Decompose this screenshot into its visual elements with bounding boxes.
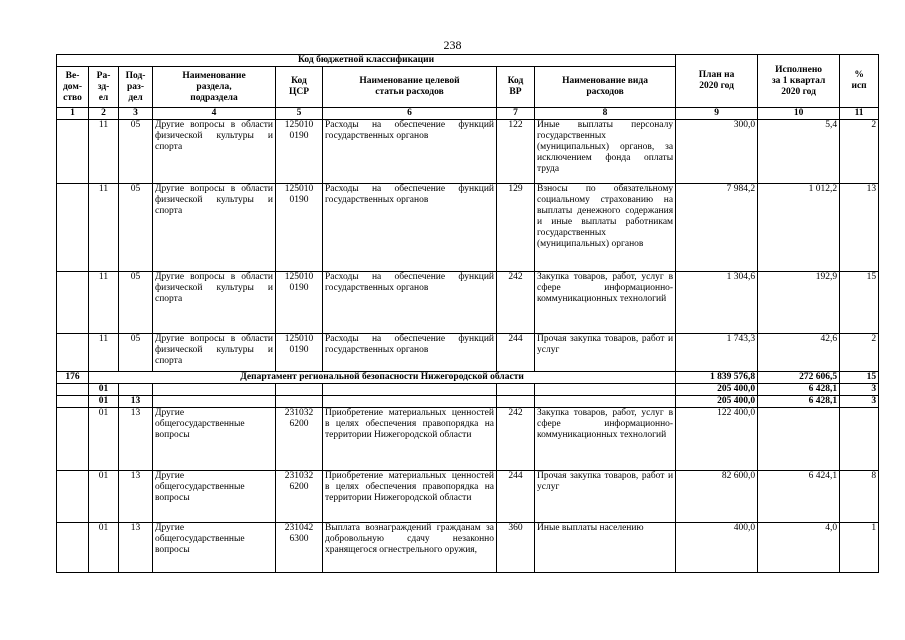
table-row: 01 13 Другие общегосударственные вопросы 231032 6200 Приобретение материальных ценностей в целях обеспечения правопорядка на территории Нижегородской области 244 Прочая закупка товаров, работ и услуг 82 600,0 6 424,1 8 xyxy=(57,471,879,523)
table-row: 11 05 Другие вопросы в области физической культуры и спорта 125010 0190 Расходы на обеспечение функций государственных органов 242 Закупка товаров, работ, услуг в сфере информационно-коммуникационных технологий 1 304,6 192,9 15 xyxy=(57,272,879,334)
plan-header: План на 2020 год xyxy=(676,55,758,108)
table-row: 11 05 Другие вопросы в области физической культуры и спорта 125010 0190 Расходы на обеспечение функций государственных органов 122 Иные выплаты персоналу государственных (муниципальных) органов, за исключением фонда оплаты труда 300,0 5,4 2 xyxy=(57,120,879,184)
table-row: 01 13 Другие общегосударственные вопросы 231032 6200 Приобретение материальных ценностей в целях обеспечения правопорядка на территории Нижегородской области 242 Закупка товаров, работ, услуг в сфере информационно-коммуникационных технологий 122 400,0 xyxy=(57,408,879,471)
target-name-header: Наименование целевой статьи расходов xyxy=(323,67,497,108)
page-number: 238 xyxy=(443,38,462,52)
razdel-name-header: Наименование раздела, подраздела xyxy=(153,67,276,108)
vedomstvo-header: Ве- дом- ство xyxy=(57,67,89,108)
department-title: Департамент региональной безопасности Нижегородской области xyxy=(89,372,676,384)
budget-classification-header: Код бюджетной классификации xyxy=(57,55,676,67)
vr-name-header: Наименование вида расходов xyxy=(535,67,676,108)
column-number-row: 1 2 3 4 5 6 7 8 9 10 11 xyxy=(57,108,879,120)
razdel-header: Ра- зд- ел xyxy=(89,67,119,108)
razdel-total-row: 01 205 400,0 6 428,1 3 xyxy=(57,384,879,396)
vr-header: Код ВР xyxy=(497,67,535,108)
department-row: 176 Департамент региональной безопасности Нижегородской области 1 839 576,8 272 606,5 15 xyxy=(57,372,879,384)
percent-header: % исп xyxy=(840,55,879,108)
table-row: 11 05 Другие вопросы в области физической культуры и спорта 125010 0190 Расходы на обеспечение функций государственных органов 129 Взносы по обязательному социальному страхованию на выплаты денежного содержания и иные выплаты работникам государственных (муниципальных) органов 7 984,2 1 012,2 13 xyxy=(57,184,879,272)
podrazdel-header: Под- раз- дел xyxy=(119,67,153,108)
table-row: 01 13 Другие общегосударственные вопросы 231042 6300 Выплата вознаграждений гражданам за добровольную сдачу незаконно хранящегося огнестрельного оружия, 360 Иные выплаты населению 400,0 4,0 1 xyxy=(57,523,879,573)
podrazdel-total-row: 01 13 205 400,0 6 428,1 3 xyxy=(57,396,879,408)
budget-table xyxy=(56,54,879,573)
table-row: 11 05 Другие вопросы в области физической культуры и спорта 125010 0190 Расходы на обеспечение функций государственных органов 244 Прочая закупка товаров, работ и услуг 1 743,3 42,6 2 xyxy=(57,334,879,372)
csr-header: Код ЦСР xyxy=(276,67,323,108)
done-header: Исполнено за 1 квартал 2020 год xyxy=(758,55,840,108)
